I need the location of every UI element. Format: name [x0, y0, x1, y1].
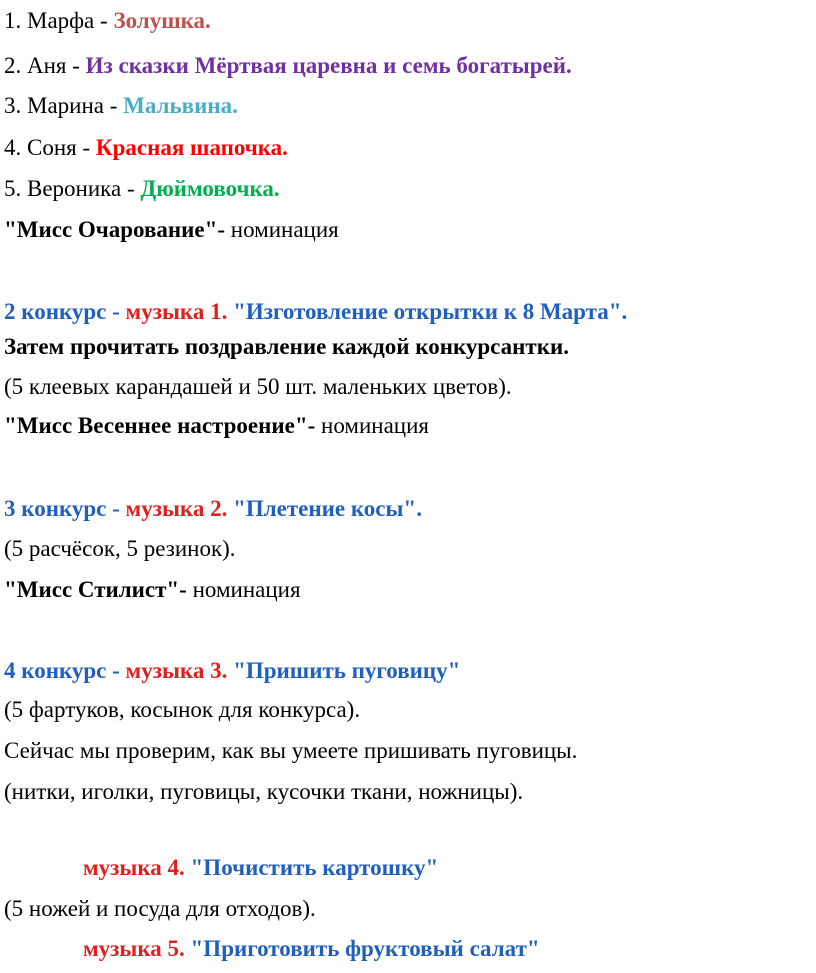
contest-4-heading	[4, 657, 460, 685]
participant-line-2	[4, 52, 572, 80]
participant-num: 1.	[4, 8, 22, 33]
participant-sep: -	[94, 8, 114, 33]
contest-label: 2 конкурс -	[4, 299, 126, 324]
contest-4-tools: (нитки, иголки, пуговицы, кусочки ткани, ножницы).	[4, 779, 524, 804]
participant-line-3	[4, 92, 238, 120]
nomination-line-2	[4, 412, 429, 440]
participant-num: 3.	[4, 93, 22, 118]
participant-name: Марина	[27, 93, 104, 118]
participant-line-1	[4, 7, 211, 35]
contest-title: "Пришить пуговицу"	[227, 658, 461, 683]
nomination-title: "Мисс Весеннее настроение"-	[4, 413, 316, 438]
participant-sep: -	[104, 93, 124, 118]
music-label: музыка 1.	[125, 299, 228, 324]
participant-role: Мальвина.	[123, 93, 238, 118]
nomination-word: номинация	[186, 577, 301, 602]
task-5-heading	[83, 935, 540, 963]
participant-role: Дюймовочка.	[140, 176, 280, 201]
participant-num: 2.	[4, 53, 22, 78]
participant-line-5	[4, 175, 280, 203]
contest-title: "Изготовление открытки к 8 Марта".	[227, 299, 628, 324]
music-label: музыка 3.	[125, 658, 228, 683]
participant-name: Марфа	[27, 8, 95, 33]
music-label: музыка 2.	[125, 496, 228, 521]
participant-role: Из сказки Мёртвая царевна и семь богатырей.	[85, 53, 572, 78]
music-label: музыка 4.	[83, 855, 185, 880]
contest-4-materials: (5 фартуков, косынок для конкурса).	[4, 697, 361, 722]
nomination-line-1	[4, 216, 339, 244]
nomination-title: "Мисс Стилист"-	[4, 577, 187, 602]
nomination-word: номинация	[225, 217, 339, 242]
nomination-title: "Мисс Очарование"-	[4, 217, 226, 242]
nomination-line-3	[4, 576, 301, 604]
contest-2-instruction: Затем прочитать поздравление каждой конкурсантки.	[4, 334, 569, 359]
task-title: "Почистить картошку"	[184, 855, 439, 880]
participant-name: Соня	[27, 135, 77, 160]
contest-2-heading	[4, 298, 627, 326]
contest-4-text: Сейчас мы проверим, как вы умеете пришивать пуговицы.	[4, 738, 578, 763]
contest-3-heading	[4, 495, 422, 523]
music-label: музыка 5.	[83, 936, 185, 961]
participant-num: 5.	[4, 176, 22, 201]
participant-line-4	[4, 134, 288, 162]
contest-label: 3 конкурс -	[4, 496, 126, 521]
participant-sep: -	[76, 135, 96, 160]
nomination-word: номинация	[315, 413, 429, 438]
participant-role: Золушка.	[113, 8, 211, 33]
contest-3-materials: (5 расчёсок, 5 резинок).	[4, 536, 236, 561]
participant-sep: -	[66, 53, 86, 78]
participant-name: Аня	[27, 53, 67, 78]
contest-title: "Плетение косы".	[227, 496, 422, 521]
participant-role: Красная шапочка.	[95, 135, 288, 160]
contest-label: 4 конкурс -	[4, 658, 126, 683]
task-4-materials: (5 ножей и посуда для отходов).	[4, 896, 316, 921]
task-title: "Приготовить фруктовый салат"	[184, 936, 540, 961]
participant-num: 4.	[4, 135, 22, 160]
contest-2-materials: (5 клеевых карандашей и 50 шт. маленьких цветов).	[4, 374, 512, 399]
participant-name: Вероника	[27, 176, 122, 201]
task-4-heading	[83, 854, 438, 882]
participant-sep: -	[121, 176, 141, 201]
